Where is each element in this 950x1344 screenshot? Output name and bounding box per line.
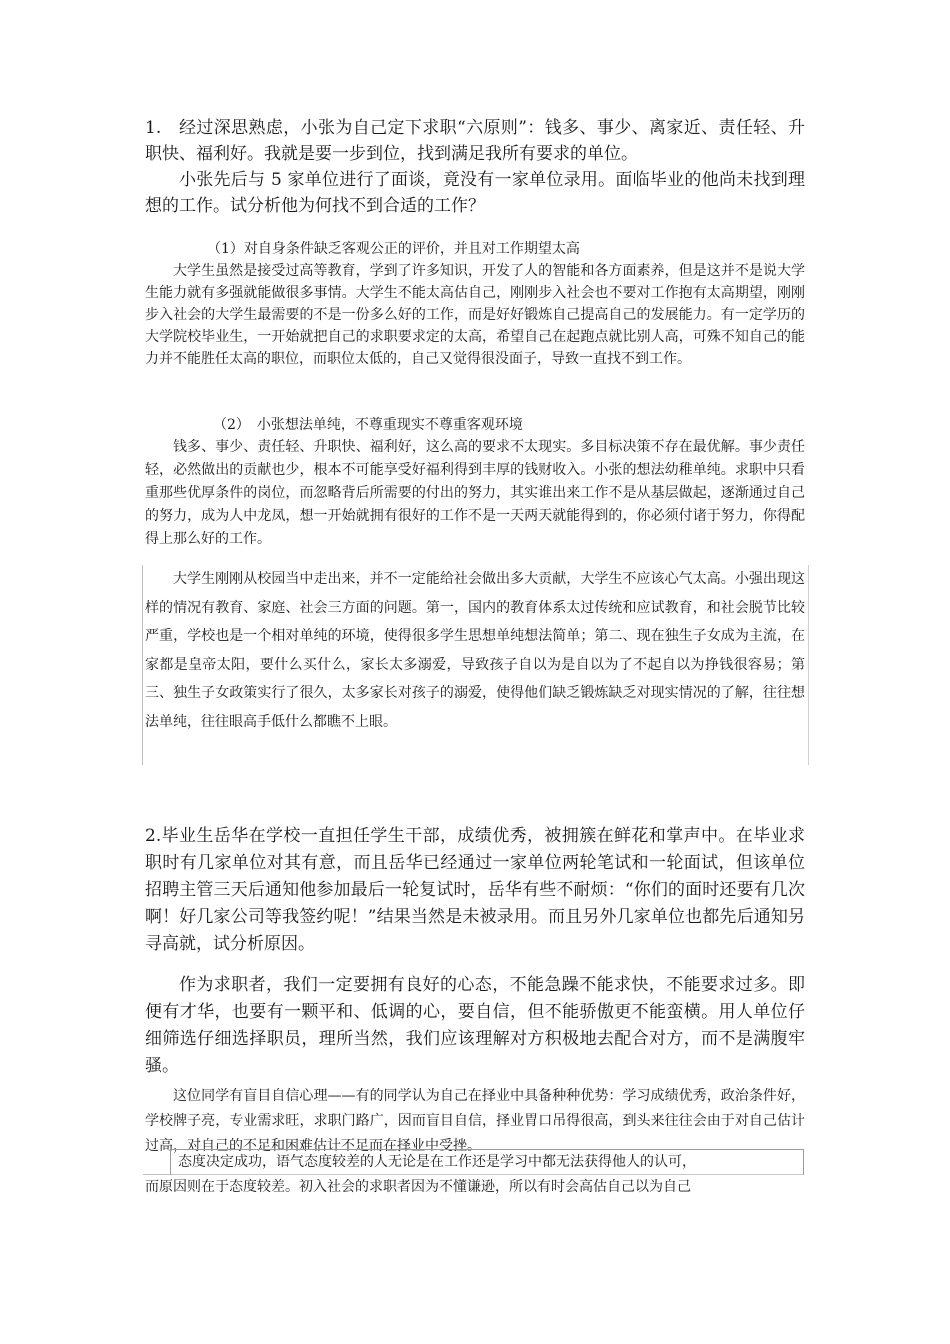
answer-2-paragraph-3-line-1: 态度决定成功，语气态度较差的人无论是在工作还是学习中都无法获得他人的认可， — [178, 1154, 696, 1170]
question-2 — [145, 823, 805, 958]
question-1-text: 1. 经过深思熟虑，小张为自己定下求职“六原则”：钱多、事少、离家近、责任轻、升职快、福利好。我就是要一步到位，找到满足我所有要求的单位。 — [145, 118, 805, 164]
answer-1-point-1 — [145, 238, 805, 370]
question-1 — [145, 115, 805, 219]
answer-2 — [145, 972, 805, 1159]
point-1-body: 大学生虽然是接受过高等教育，学到了许多知识，开发了人的智能和各方面素养，但是这并不是说大学生能力就有多强就能做很多事情。大学生不能太高估自己，刚刚步入社会也不要对工作抱有太高期望，刚刚步入社会的大学生最需要的不是一份多么好的工作，而是好好锻炼自己提高自己的发展能力。有一定学历的大学院校毕业生，一开始就把自己的求职要求定的太高，希望自己在起跑点就比别人高，可殊不知自己的能力并不能胜任太高的职位，而职位太低的，自己又觉得很没面子，导致一直找不到工作。 — [145, 263, 805, 367]
answer-2-paragraph-1: 作为求职者，我们一定要拥有良好的心态，不能急躁不能求快，不能要求过多。即便有才华，也要有一颗平和、低调的心，要自信，但不能骄傲更不能蛮横。用人单位仔细筛选仔细选择职员，理所当然，我们应该理解对方积极地去配合对方，而不是满腹牢骚。 — [145, 975, 805, 1076]
point-2-heading: （2） 小张想法单纯，不尊重现实不尊重客观环境 — [213, 417, 523, 433]
boxed-paragraph — [142, 565, 809, 765]
answer-2-paragraph-2: 这位同学有盲目自信心理——有的同学认为自己在择业中具备种种优势：学习成绩优秀，政治条件好，学校牌子亮，专业需求旺，求职门路广，因而盲目自信，择业胃口吊得很高，到头来往往会由于对自己估计过高，对自己的不足和困难估计不足而在择业中受挫。 — [145, 1088, 805, 1154]
point-1-heading: （1）对自身条件缺乏客观公正的评价，并且对工作期望太高 — [207, 241, 580, 257]
point-2-body: 钱多、事少、责任轻、升职快、福利好，这么高的要求不太现实。多目标决策不存在最优解。事少责任轻，必然做出的贡献也少，根本不可能享受好福利得到丰厚的钱财收入。小张的想法幼稚单纯。求职中只看重那些优厚条件的岗位，而忽略背后所需要的付出的努力，其实谁出来工作不是从基层做起，逐渐通过自己的努力，成为人中龙凤，想一开始就拥有很好的工作不是一天两天就能得到的，你必须付诸于努力，你得配得上那么好的工作。 — [145, 439, 805, 547]
question-1-scenario: 小张先后与 5 家单位进行了面谈，竟没有一家单位录用。面临毕业的他尚未找到理想的工作。试分析他为何找不到合适的工作？ — [145, 170, 805, 216]
answer-2-paragraph-3-line-2: 而原因则在于态度较差。初入社会的求职者因为不懂谦逊，所以有时会高估自己以为自己 — [145, 1179, 691, 1195]
question-2-text: 2.毕业生岳华在学校一直担任学生干部，成绩优秀，被拥簇在鲜花和掌声中。在毕业求职时有几家单位对其有意，而且岳华已经通过一家单位两轮笔试和一轮面试，但该单位招聘主管三天后通知他参加最后一轮复试时，岳华有些不耐烦：“你们的面时还要有几次啊！好几家公司等我签约呢！”结果当然是未被录用。而且另外几家单位也都先后通知另寻高就，试分析原因。 — [145, 826, 805, 954]
answer-2-paragraph-3 — [145, 1150, 805, 1200]
boxed-paragraph-text: 大学生刚刚从校园当中走出来，并不一定能给社会做出多大贡献，大学生不应该心气太高。小强出现这样的情况有教育、家庭、社会三方面的问题。第一，国内的教育体系太过传统和应试教育，和社会脱节比较严重，学校也是一个相对单纯的环境，使得很多学生思想单纯想法简单；第二、现在独生子女成为主流，在家都是皇帝太阳，要什么买什么，家长太多溺爱，导致孩子自以为是自以为了不起自以为挣钱很容易；第三、独生子女政策实行了很久，太多家长对孩子的溺爱，使得他们缺乏锻炼缺乏对现实情况的了解，往往想法单纯，往往眼高手低什么都瞧不上眼。 — [145, 571, 805, 730]
answer-1-point-2 — [145, 414, 805, 551]
